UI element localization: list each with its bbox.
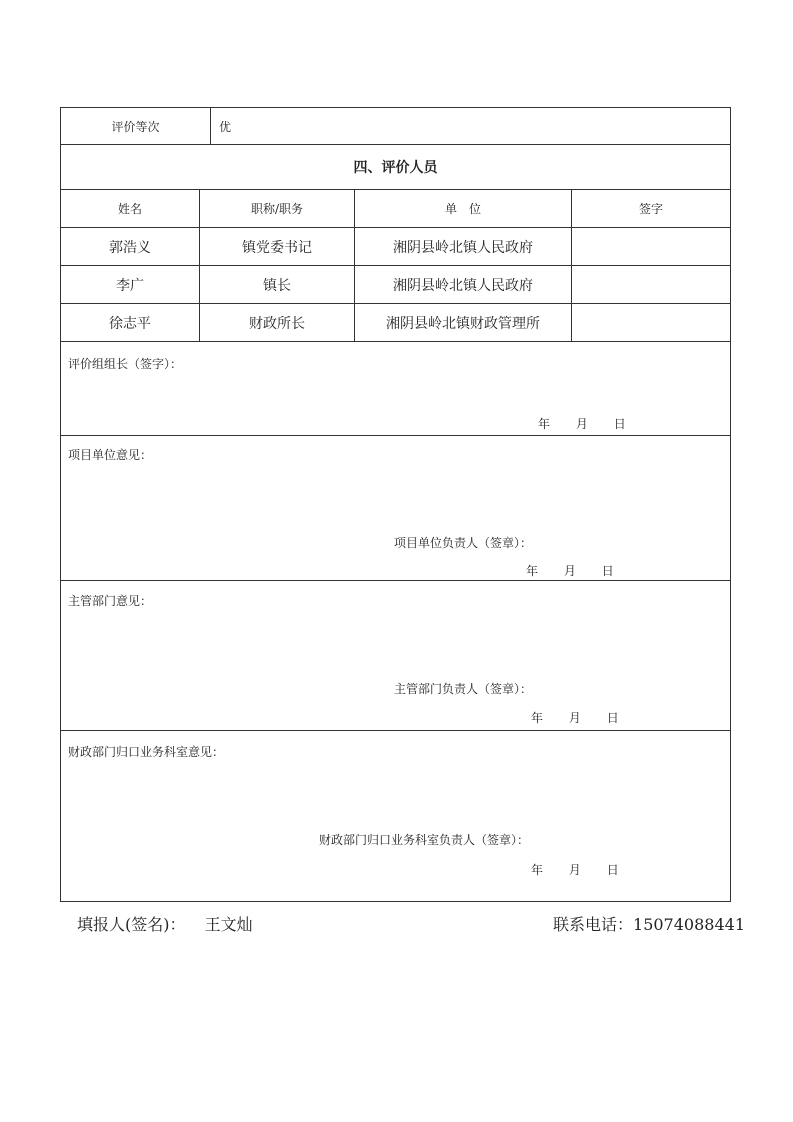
month-label: 月 (575, 417, 588, 431)
project-unit-signer: 项目单位负责人（签章）： (394, 536, 533, 550)
leader-block (61, 342, 730, 436)
day-label: 日 (606, 711, 619, 725)
grade-label: 评价等次 (61, 108, 211, 144)
row-title: 镇长 (200, 266, 355, 303)
project-unit-label: 项目单位意见： (68, 448, 153, 462)
leader-date (538, 415, 626, 432)
finance-block (61, 731, 730, 901)
row-name: 李广 (61, 266, 200, 303)
department-block (61, 581, 730, 731)
header-name: 姓名 (61, 190, 200, 227)
filler-info (77, 912, 253, 935)
project-unit-date (526, 562, 614, 579)
finance-signer: 财政部门归口业务科室负责人（签章）： (319, 833, 530, 847)
table-row (61, 304, 730, 342)
day-label: 日 (601, 564, 614, 578)
table-header-row (61, 190, 730, 228)
month-label: 月 (568, 711, 581, 725)
row-title: 镇党委书记 (200, 228, 355, 265)
department-date (531, 709, 619, 726)
row-signature (572, 266, 730, 303)
year-label: 年 (538, 417, 551, 431)
contact-info (553, 912, 745, 935)
filler-label: 填报人(签名)： (77, 915, 186, 934)
department-label: 主管部门意见： (68, 594, 153, 608)
row-name: 郭浩义 (61, 228, 200, 265)
day-label: 日 (613, 417, 626, 431)
row-signature (572, 228, 730, 265)
row-name: 徐志平 (61, 304, 200, 341)
day-label: 日 (606, 863, 619, 877)
year-label: 年 (526, 564, 539, 578)
table-row (61, 266, 730, 304)
section-title: 四、评价人员 (353, 160, 438, 176)
finance-label: 财政部门归口业务科室意见： (68, 745, 225, 759)
row-unit: 湘阴县岭北镇人民政府 (355, 228, 572, 265)
year-label: 年 (531, 863, 544, 877)
department-signer: 主管部门负责人（签章）： (394, 682, 533, 696)
section-title-row (61, 145, 730, 190)
finance-date (531, 861, 619, 878)
month-label: 月 (563, 564, 576, 578)
row-unit: 湘阴县岭北镇财政管理所 (355, 304, 572, 341)
header-title: 职称/职务 (200, 190, 355, 227)
header-unit: 单 位 (355, 190, 572, 227)
grade-row (61, 108, 730, 145)
year-label: 年 (531, 711, 544, 725)
month-label: 月 (568, 863, 581, 877)
phone-number: 15074088441 (633, 915, 745, 934)
row-signature (572, 304, 730, 341)
project-unit-block (61, 436, 730, 581)
row-unit: 湘阴县岭北镇人民政府 (355, 266, 572, 303)
row-title: 财政所长 (200, 304, 355, 341)
evaluation-form (60, 107, 731, 902)
table-row (61, 228, 730, 266)
filler-name: 王文灿 (204, 915, 253, 934)
header-signature: 签字 (638, 202, 663, 216)
phone-label: 联系电话： (553, 915, 634, 934)
leader-label: 评价组组长（签字）： (68, 357, 183, 371)
grade-value: 优 (219, 119, 232, 134)
